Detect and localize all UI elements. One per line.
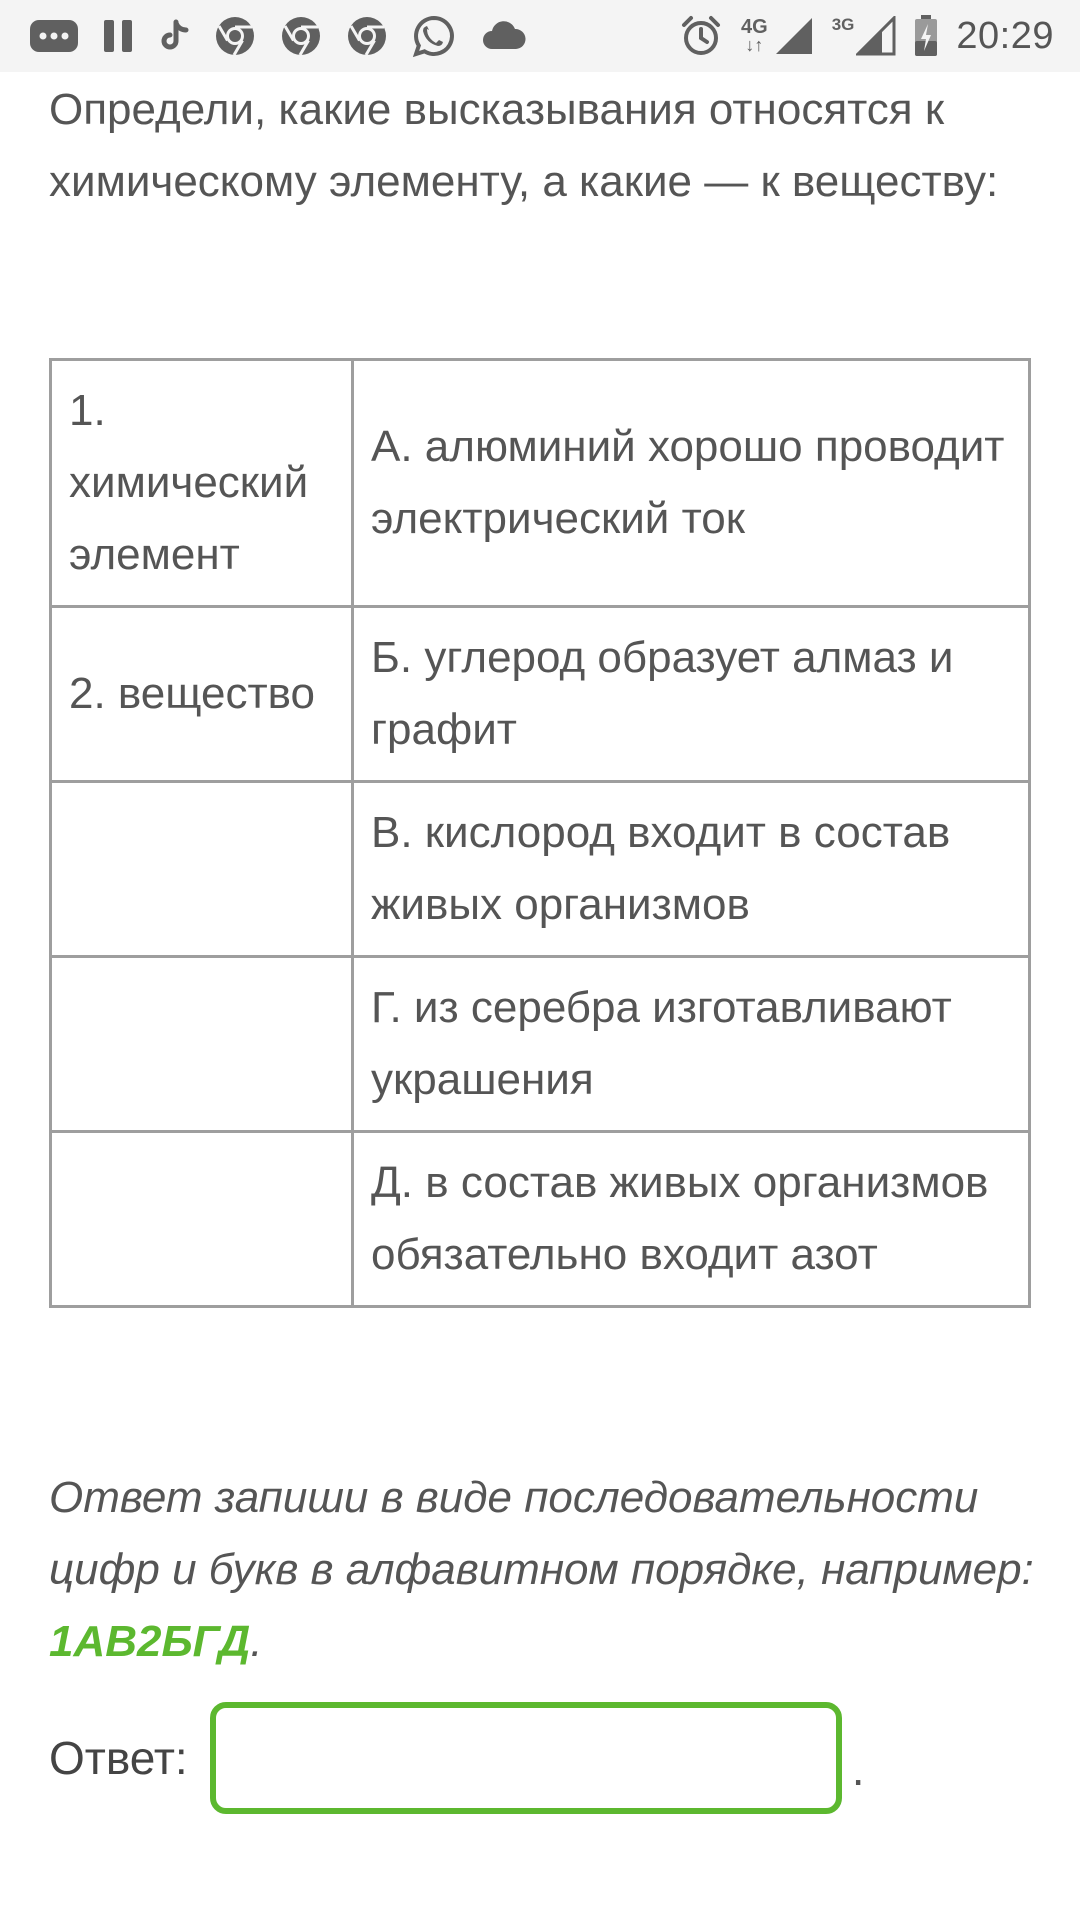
instruction-end: . xyxy=(250,1617,263,1666)
notification-icons xyxy=(30,14,552,58)
answer-input[interactable] xyxy=(210,1702,842,1814)
cloud-icon xyxy=(480,19,528,53)
answer-instruction xyxy=(49,1462,1049,1678)
statement-cell: А. алюминий хорошо проводит электрический ток xyxy=(353,360,1030,607)
answer-period: . xyxy=(851,1743,865,1795)
table-row xyxy=(51,360,1030,607)
chrome-icon xyxy=(280,15,322,57)
signal-4g-icon xyxy=(741,16,814,56)
question-text: Определи, какие высказывания относятся к химическому элементу, а какие — к веществу: xyxy=(49,85,999,206)
chrome-icon xyxy=(214,15,256,57)
pause-icon xyxy=(102,18,136,54)
status-bar xyxy=(0,0,1080,72)
category-cell xyxy=(51,957,353,1132)
table-row xyxy=(51,607,1030,782)
alarm-icon xyxy=(679,14,723,58)
statements-table xyxy=(49,358,1031,1308)
clock: 20:29 xyxy=(956,14,1054,57)
statement-cell: Б. углерод образует алмаз и графит xyxy=(353,607,1030,782)
more-notifications-icon xyxy=(30,18,78,54)
answer-row xyxy=(49,1702,864,1814)
statement-cell: Д. в состав живых организмов обязательно входит азот xyxy=(353,1132,1030,1307)
category-cell: 1. химический элемент xyxy=(51,360,353,607)
whatsapp-icon xyxy=(412,14,456,58)
chrome-icon xyxy=(346,15,388,57)
table-row xyxy=(51,1132,1030,1307)
system-icons xyxy=(679,14,1054,58)
network-type-secondary: 3G xyxy=(831,15,855,34)
category-cell: 2. вещество xyxy=(51,607,353,782)
category-cell xyxy=(51,1132,353,1307)
table-row xyxy=(51,782,1030,957)
example-answer: 1АВ2БГД xyxy=(49,1617,251,1666)
table-row xyxy=(51,957,1030,1132)
tiktok-icon xyxy=(160,19,190,53)
battery-charging-icon xyxy=(914,15,938,57)
instruction-text: Ответ запиши в виде последовательности цифр и букв в алфавитном порядке, например: xyxy=(49,1473,1034,1594)
signal-3g-icon xyxy=(832,16,897,56)
statement-cell: Г. из серебра изготавливают украшения xyxy=(353,957,1030,1132)
network-type-primary: 4G ↓↑ xyxy=(741,16,768,55)
answer-label: Ответ: xyxy=(49,1732,188,1784)
category-cell xyxy=(51,782,353,957)
statement-cell: В. кислород входит в состав живых организмов xyxy=(353,782,1030,957)
